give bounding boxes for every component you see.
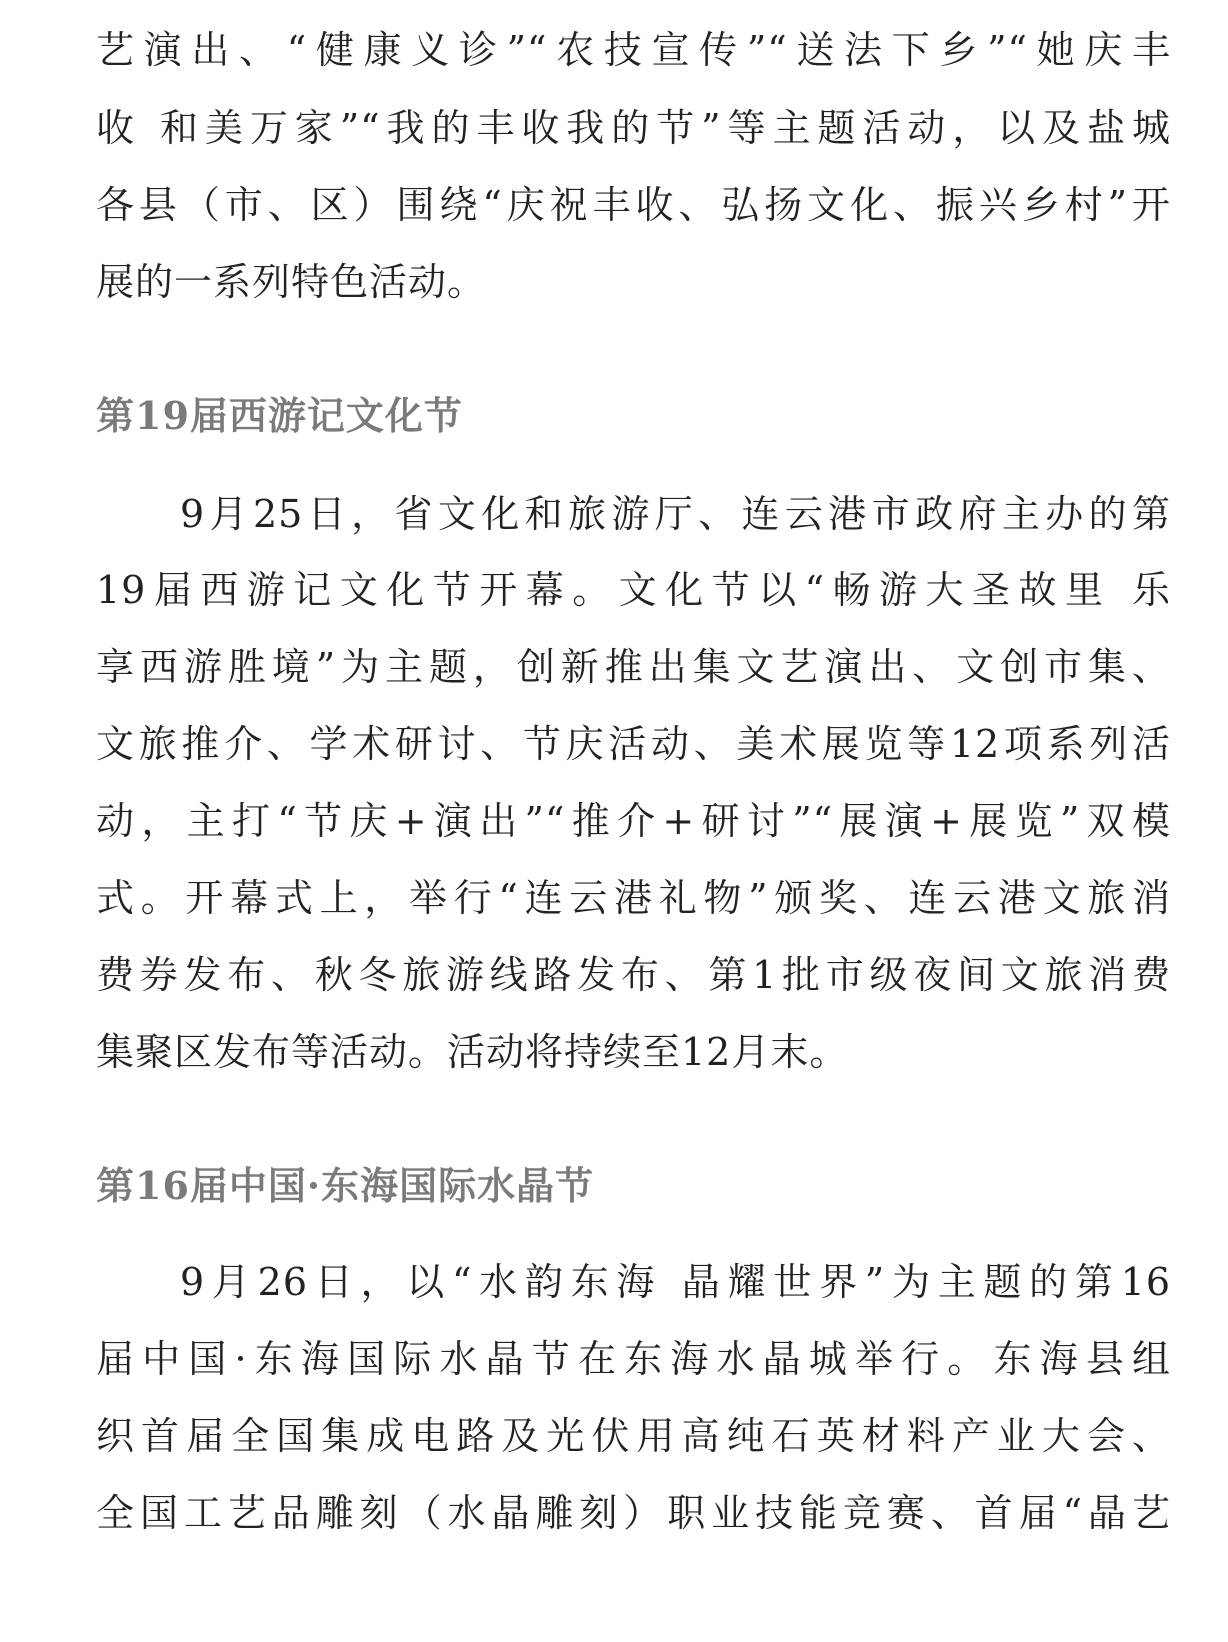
paragraph-line: 费券发布、秋冬旅游线路发布、第1批市级夜间文旅消费	[96, 953, 1171, 997]
paragraph-line: 19届西游记文化节开幕。文化节以“畅游大圣故里 乐	[96, 568, 1171, 612]
section-heading: 第16届中国·东海国际水晶节	[96, 1163, 595, 1208]
paragraph-line: 9月25日，省文化和旅游厅、连云港市政府主办的第	[180, 492, 1171, 536]
paragraph-line: 收 和美万家”“我的丰收我的节”等主题活动，以及盐城	[96, 106, 1171, 150]
paragraph-line: 全国工艺品雕刻（水晶雕刻）职业技能竞赛、首届“晶艺	[96, 1491, 1171, 1535]
paragraph-line: 动，主打“节庆+演出”“推介+研讨”“展演+展览”双模	[96, 799, 1171, 843]
paragraph-line: 9月26日，以“水韵东海 晶耀世界”为主题的第16	[180, 1260, 1171, 1304]
paragraph-line: 各县（市、区）围绕“庆祝丰收、弘扬文化、振兴乡村”开	[96, 183, 1171, 227]
paragraph-line: 式。开幕式上，举行“连云港礼物”颁奖、连云港文旅消	[96, 876, 1171, 920]
section-heading: 第19届西游记文化节	[96, 393, 463, 438]
paragraph-line: 展的一系列特色活动。	[96, 260, 487, 304]
paragraph-line: 集聚区发布等活动。活动将持续至12月末。	[96, 1030, 849, 1074]
paragraph-line: 届中国·东海国际水晶节在东海水晶城举行。东海县组	[96, 1337, 1171, 1381]
paragraph-line: 织首届全国集成电路及光伏用高纯石英材料产业大会、	[96, 1414, 1171, 1458]
paragraph-line: 享西游胜境”为主题，创新推出集文艺演出、文创市集、	[96, 645, 1171, 689]
paragraph-line: 艺演出、“健康义诊”“农技宣传”“送法下乡”“她庆丰	[96, 28, 1171, 72]
paragraph-line: 文旅推介、学术研讨、节庆活动、美术展览等12项系列活	[96, 722, 1171, 766]
